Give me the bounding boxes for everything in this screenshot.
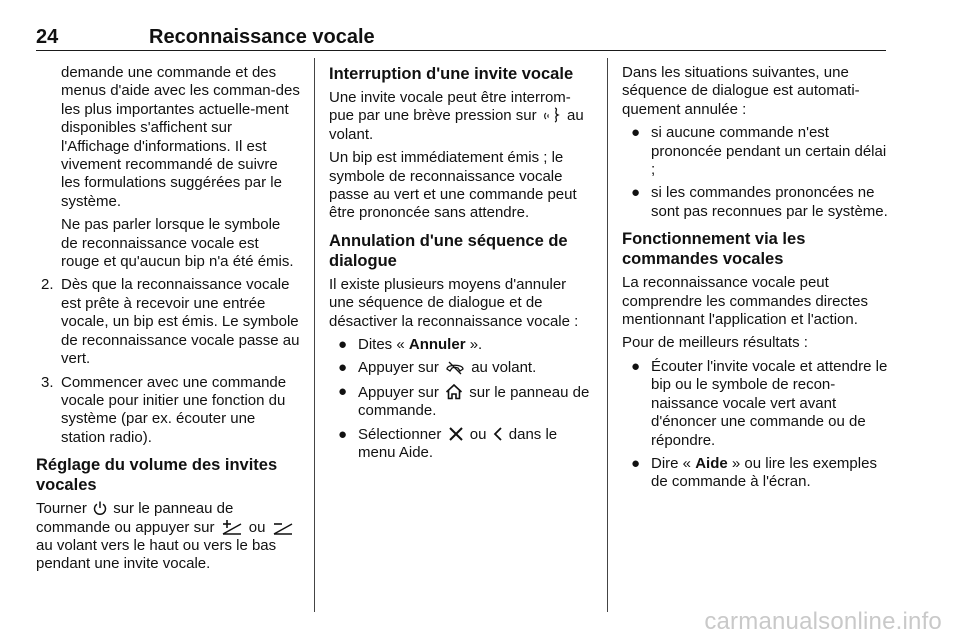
text-fragment: Tourner (36, 500, 87, 518)
paragraph-volume (36, 500, 300, 574)
voice-recognition-icon (543, 107, 561, 123)
volume-down-icon (272, 519, 294, 535)
chevron-left-icon (493, 426, 503, 442)
list-text: Commencer avec une commande vocale pour initier une fonction du système (par ex. écouter une station radio). (61, 373, 287, 446)
text-fragment: Dire « (651, 454, 692, 472)
bullet-dot: ● (631, 454, 641, 472)
close-icon (448, 426, 464, 442)
list-item (329, 383, 594, 421)
text-fragment: Une invite vocale peut être interrom-pue par une brève pression sur (329, 89, 571, 125)
paragraph-best-results: Pour de meilleurs résultats : (622, 334, 808, 352)
column-3 (622, 64, 890, 497)
text-fragment: Dites « (358, 336, 405, 354)
list-item (36, 374, 300, 448)
list-item (622, 184, 890, 221)
column-divider-left (314, 58, 315, 612)
volume-up-icon (221, 519, 243, 535)
list-text: si aucune commande n'est prononcée pendant un certain délai ; (651, 124, 887, 179)
heading-interrupt: Interruption d'une invite vocale (329, 65, 574, 83)
list-number: 3. (41, 373, 54, 391)
text-fragment: dans le menu Aide. (358, 425, 558, 462)
text-fragment: Appuyer sur (358, 383, 439, 401)
power-knob-icon (93, 500, 107, 516)
hang-up-icon (445, 361, 465, 375)
text-fragment: ». (469, 336, 483, 354)
keyword: Aide (695, 454, 728, 472)
heading-volume: Réglage du volume des invites vocales (36, 456, 278, 495)
bullet-dot: ● (338, 336, 348, 354)
paragraph-interrupt (329, 89, 594, 144)
keyword: Annuler (408, 336, 466, 354)
text-fragment: » ou lire les exemples de commande à l'écran. (651, 454, 877, 491)
text-fragment: sur le panneau de commande ou appuyer sur (36, 500, 234, 536)
list-item (329, 359, 594, 377)
watermark: carmanualsonline.info (704, 608, 942, 635)
paragraph-bip: Un bip est immédiatement émis ; le symbole de reconnaissance vocale passe au vert et une commande peut être prononcée sans attendre. (329, 149, 577, 222)
text-fragment: sur le panneau de commande. (358, 383, 590, 420)
bullet-dot: ● (631, 357, 641, 375)
page-title: Reconnaissance vocale (149, 26, 375, 48)
text-fragment: Appuyer sur (358, 359, 439, 377)
paragraph-cancel: Il existe plusieurs moyens d'annuler une séquence de dialogue et de désactiver la reconnaissance vocale : (329, 275, 579, 330)
text-fragment: ou (248, 518, 266, 536)
list-item (622, 124, 890, 179)
list-item (36, 276, 300, 368)
paragraph-help-menus: demande une commande et des menus d'aide avec les comman-des les plus importantes actuelle-ment disponibles s'affichent sur l'Affichage d'informations. Il est vivement recommandé de suivre les formulations suggérées par le système. (61, 64, 300, 210)
paragraph-auto-cancel: Dans les situations suivantes, une séquence de dialogue est automati-quement annulée : (622, 64, 860, 118)
column-1 (36, 64, 300, 579)
paragraph-direct-commands: La reconnaissance vocale peut comprendre les commandes directes mentionnant l'application et l'action. (622, 274, 868, 329)
page-number: 24 (36, 26, 59, 48)
heading-cancel: Annulation d'une séquence de dialogue (329, 231, 568, 270)
column-2 (329, 64, 594, 468)
bullet-dot: ● (631, 184, 641, 202)
text-fragment: au volant vers le haut ou vers le bas pendant une invite vocale. (36, 536, 277, 573)
list-number: 2. (41, 276, 54, 294)
heading-voice-commands: Fonctionnement via les commandes vocales (622, 230, 806, 269)
paragraph-red-symbol: Ne pas parler lorsque le symbole de reconnaissance vocale est rouge et qu'aucun bip n'a été émis. (61, 216, 294, 271)
page-header (36, 26, 886, 51)
bullet-dot: ● (338, 359, 348, 377)
text-fragment: ou (469, 425, 487, 443)
list-text: Écouter l'invite vocale et attendre le bip ou le symbole de recon-naissance vocale vert avant d'énoncer une commande ou de répondre. (651, 357, 888, 449)
text-fragment: Sélectionner (358, 425, 442, 443)
list-item (622, 455, 890, 492)
text-fragment: au volant. (329, 107, 584, 143)
bullet-dot: ● (338, 382, 348, 400)
text-fragment: au volant. (471, 359, 537, 377)
home-icon (445, 383, 463, 400)
list-text: Dès que la reconnaissance vocale est prête à recevoir une entrée vocale, un bip est émis. Le symbole de reconnaissance vocale passe au vert. (61, 276, 300, 368)
bullet-dot: ● (631, 124, 641, 142)
list-text: si les commandes prononcées ne sont pas reconnues par le système. (651, 184, 888, 220)
list-item (329, 426, 594, 463)
bullet-dot: ● (338, 425, 348, 443)
column-divider-right (607, 58, 608, 612)
list-item (622, 358, 890, 450)
list-item (329, 336, 594, 354)
